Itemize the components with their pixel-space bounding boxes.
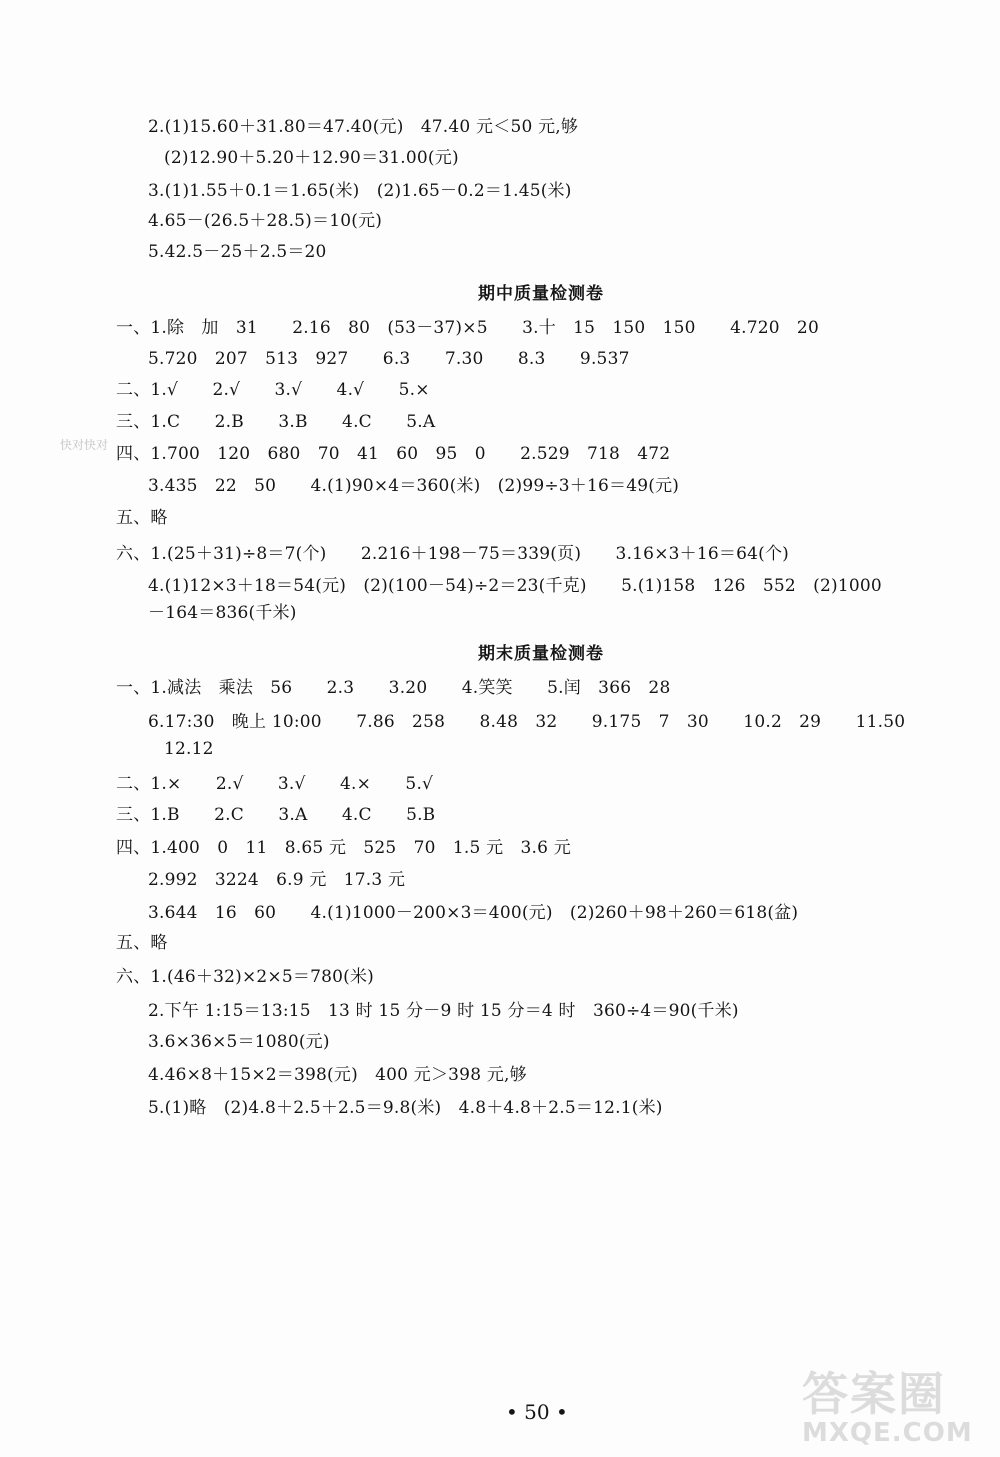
- midterm-line-3: 二、1.√ 2.√ 3.√ 4.√ 5.×: [116, 380, 430, 400]
- top-line-4: 4.65－(26.5＋28.5)＝10(元): [148, 211, 383, 231]
- final-line-1: 一、1.减法 乘法 56 2.3 3.20 4.笑笑 5.闰 366 28: [116, 678, 671, 698]
- top-line-3: 3.(1)1.55＋0.1＝1.65(米) (2)1.65－0.2＝1.45(米): [148, 181, 572, 201]
- final-line-11: 2.下午 1:15＝13:15 13 时 15 分－9 时 15 分＝4 时 360÷4＝90(千米): [148, 1001, 739, 1021]
- top-line-5: 5.42.5－25＋2.5＝20: [148, 242, 327, 262]
- midterm-line-9: 4.(1)12×3＋18＝54(元) (2)(100－54)÷2＝23(千克) 5.(1)158 126 552 (2)1000: [148, 576, 882, 596]
- final-line-3: 12.12: [164, 739, 214, 759]
- midterm-line-4: 三、1.C 2.B 3.B 4.C 5.A: [116, 412, 436, 432]
- final-line-9: 五、略: [116, 933, 168, 953]
- page-number: • 50 •: [506, 1400, 568, 1424]
- final-line-8: 3.644 16 60 4.(1)1000－200×3＝400(元) (2)260＋98＋260＝618(盆): [148, 903, 799, 923]
- top-line-1: 2.(1)15.60＋31.80＝47.40(元) 47.40 元＜50 元,够: [148, 117, 579, 137]
- final-line-12: 3.6×36×5＝1080(元): [148, 1032, 330, 1052]
- midterm-line-2: 5.720 207 513 927 6.3 7.30 8.3 9.537: [148, 349, 630, 369]
- watermark-main: 答案圈: [802, 1367, 946, 1421]
- final-title: 期末质量检测卷: [478, 644, 604, 664]
- final-line-5: 三、1.B 2.C 3.A 4.C 5.B: [116, 805, 436, 825]
- final-line-6: 四、1.400 0 11 8.65 元 525 70 1.5 元 3.6 元: [116, 838, 571, 858]
- watermark-sub: MXQE.COM: [802, 1418, 973, 1448]
- final-line-4: 二、1.× 2.√ 3.√ 4.× 5.√: [116, 774, 434, 794]
- watermark-logo: [802, 1369, 982, 1449]
- final-line-2: 6.17:30 晚上 10:00 7.86 258 8.48 32 9.175 7 30 10.2 29 11.50: [148, 712, 906, 732]
- midterm-line-7: 五、略: [116, 508, 168, 528]
- final-line-7: 2.992 3224 6.9 元 17.3 元: [148, 870, 406, 890]
- midterm-title: 期中质量检测卷: [478, 284, 604, 304]
- midterm-line-10: －164＝836(千米): [148, 603, 297, 623]
- midterm-line-8: 六、1.(25＋31)÷8＝7(个) 2.216＋198－75＝339(页) 3.16×3＋16＝64(个): [116, 544, 789, 564]
- midterm-line-6: 3.435 22 50 4.(1)90×4＝360(米) (2)99÷3＋16＝49(元): [148, 476, 680, 496]
- final-line-13: 4.46×8＋15×2＝398(元) 400 元＞398 元,够: [148, 1065, 527, 1085]
- midterm-line-5: 四、1.700 120 680 70 41 60 95 0 2.529 718 472: [116, 444, 671, 464]
- final-line-10: 六、1.(46＋32)×2×5＝780(米): [116, 967, 374, 987]
- final-line-14: 5.(1)略 (2)4.8＋2.5＋2.5＝9.8(米) 4.8＋4.8＋2.5＝12.1(米): [148, 1098, 663, 1118]
- top-line-2: (2)12.90＋5.20＋12.90＝31.00(元): [164, 148, 459, 168]
- midterm-line-1: 一、1.除 加 31 2.16 80 (53－37)×5 3.十 15 150 150 4.720 20: [116, 318, 819, 338]
- faint-stain-text: 快对快对: [60, 438, 109, 452]
